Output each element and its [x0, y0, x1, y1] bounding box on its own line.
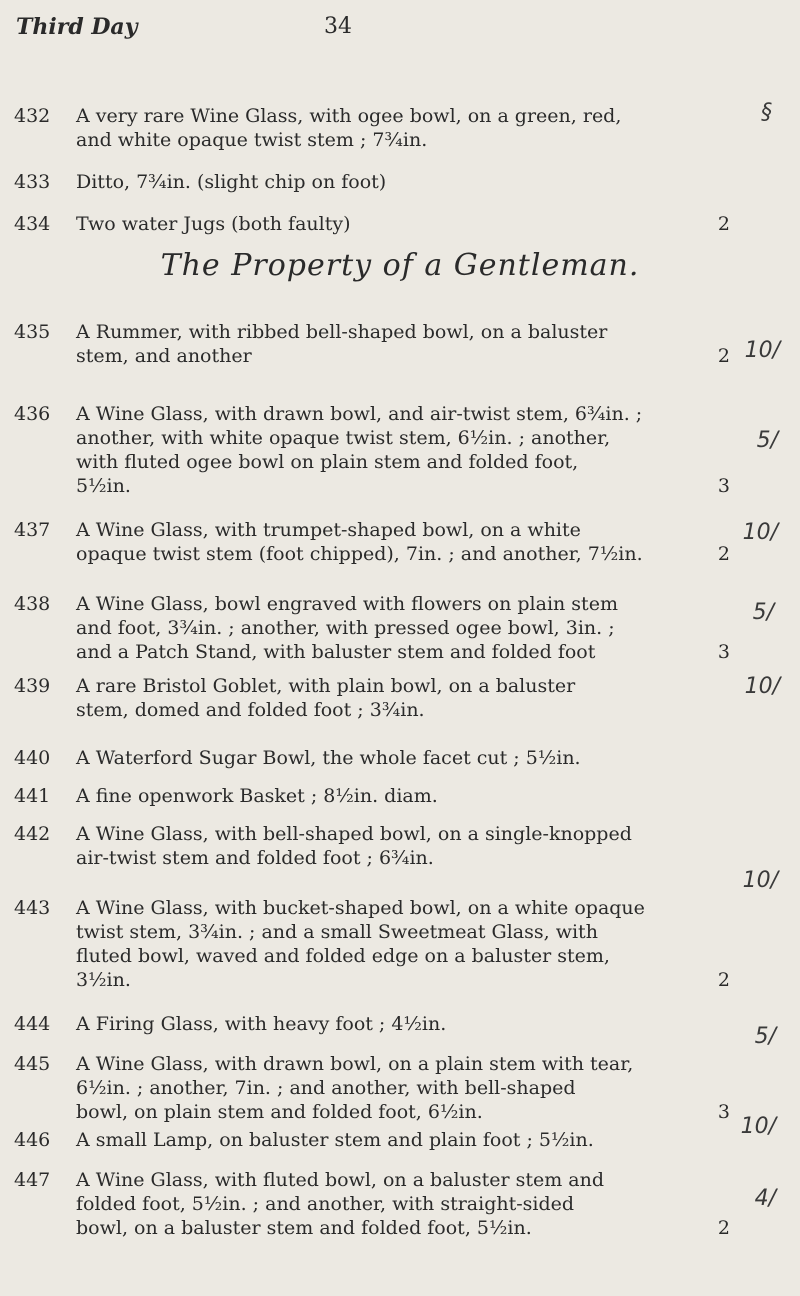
page-number: 34 — [324, 14, 352, 39]
lot-number: 433 — [14, 171, 51, 193]
lot-description — [76, 674, 730, 722]
handwritten-mark: 5/ — [756, 428, 778, 453]
lot-number: 441 — [14, 785, 51, 807]
lot-description-line — [76, 896, 730, 920]
lot-entry — [14, 674, 730, 722]
lot-number: 437 — [14, 519, 51, 541]
lot-description — [76, 592, 730, 664]
lot-description-line — [76, 1168, 730, 1192]
lot-line-text: Two water Jugs (both faulty) — [76, 213, 351, 235]
lot-line-text: A Waterford Sugar Bowl, the whole facet cut ; 5½in. — [76, 747, 581, 769]
lot-line-text: A Wine Glass, with drawn bowl, on a plain stem with tear, — [76, 1053, 634, 1075]
lot-description-line — [76, 784, 730, 808]
lot-description-line — [76, 1128, 730, 1152]
lot-number: 444 — [14, 1013, 51, 1035]
lot-number: 438 — [14, 593, 51, 615]
lot-line-text: A Wine Glass, with fluted bowl, on a baluster stem and — [76, 1169, 605, 1191]
lot-description-line — [76, 450, 730, 474]
lot-description — [76, 104, 730, 152]
lot-description — [76, 320, 730, 368]
lot-line-text: A Wine Glass, with trumpet-shaped bowl, on a white — [76, 519, 581, 541]
lot-description-line — [76, 542, 730, 566]
lot-description-line — [76, 746, 730, 770]
lot-description-line — [76, 674, 730, 698]
lot-line-text: A Firing Glass, with heavy foot ; 4½in. — [76, 1013, 447, 1035]
lot-line-text: A Wine Glass, with bell-shaped bowl, on a single-knopped — [76, 823, 632, 845]
lot-entry — [14, 212, 730, 236]
lot-line-text: stem, domed and folded foot ; 3¾in. — [76, 699, 425, 721]
lot-description-line — [76, 822, 730, 846]
lot-line-text: A Rummer, with ribbed bell-shaped bowl, on a baluster — [76, 321, 608, 343]
lot-line-text: 3½in. — [76, 969, 131, 991]
lot-description-line — [76, 846, 730, 870]
lot-entry — [14, 170, 730, 194]
lot-line-text: air-twist stem and folded foot ; 6¾in. — [76, 847, 434, 869]
lot-line-text: A small Lamp, on baluster stem and plain foot ; 5½in. — [76, 1129, 594, 1151]
lot-quantity: 2 — [717, 345, 730, 367]
lot-number: 443 — [14, 897, 51, 919]
lot-description-line — [76, 1076, 730, 1100]
lot-description — [76, 822, 730, 870]
lot-description-line — [76, 944, 730, 968]
lot-number: 435 — [14, 321, 51, 343]
lot-description-line — [76, 640, 730, 664]
header-day: Third Day — [16, 14, 138, 40]
lot-line-text: 5½in. — [76, 475, 131, 497]
lot-description — [76, 170, 730, 194]
lot-description — [76, 1012, 730, 1036]
lot-description-line — [76, 104, 730, 128]
lot-line-text: twist stem, 3¾in. ; and a small Sweetmeat Glass, with — [76, 921, 598, 943]
lot-number: 445 — [14, 1053, 51, 1075]
lot-line-text: stem, and another — [76, 345, 252, 367]
lot-description — [76, 1052, 730, 1124]
lot-line-text: A Wine Glass, bowl engraved with flowers on plain stem — [76, 593, 618, 615]
lot-description — [76, 518, 730, 566]
lot-description-line — [76, 616, 730, 640]
lot-line-text: 6½in. ; another, 7in. ; and another, with bell-shaped — [76, 1077, 576, 1099]
lot-entry — [14, 1168, 730, 1240]
lot-line-text: A Wine Glass, with drawn bowl, and air-twist stem, 6¾in. ; — [76, 403, 643, 425]
lot-description — [76, 784, 730, 808]
lot-line-text: A rare Bristol Goblet, with plain bowl, on a baluster — [76, 675, 576, 697]
handwritten-mark: 5/ — [754, 1024, 776, 1049]
lot-number: 442 — [14, 823, 51, 845]
lot-description-line — [76, 968, 730, 992]
lot-line-text: Ditto, 7¾in. (slight chip on foot) — [76, 171, 387, 193]
lot-description — [76, 1168, 730, 1240]
lot-quantity: 3 — [717, 641, 730, 663]
lot-description-line — [76, 518, 730, 542]
lot-number: 434 — [14, 213, 51, 235]
handwritten-mark: 10/ — [744, 674, 780, 699]
lot-line-text: A Wine Glass, with bucket-shaped bowl, on a white opaque — [76, 897, 645, 919]
lot-description-line — [76, 170, 730, 194]
handwritten-mark: 4/ — [754, 1186, 776, 1211]
lot-line-text: and a Patch Stand, with baluster stem and folded foot — [76, 641, 596, 663]
lot-description — [76, 212, 730, 236]
lot-description-line — [76, 698, 730, 722]
handwritten-mark: § — [761, 100, 772, 125]
lot-quantity: 2 — [717, 969, 730, 991]
lot-description-line — [76, 1100, 730, 1124]
lot-description — [76, 402, 730, 498]
lot-line-text: A very rare Wine Glass, with ogee bowl, on a green, red, — [76, 105, 622, 127]
lot-line-text: bowl, on plain stem and folded foot, 6½in. — [76, 1101, 483, 1123]
lot-description-line — [76, 128, 730, 152]
lot-description-line — [76, 1216, 730, 1240]
lot-description-line — [76, 402, 730, 426]
lot-entry — [14, 1052, 730, 1124]
lot-line-text: another, with white opaque twist stem, 6½in. ; another, — [76, 427, 611, 449]
lot-entry — [14, 518, 730, 566]
lot-description — [76, 746, 730, 770]
lot-line-text: and white opaque twist stem ; 7¾in. — [76, 129, 428, 151]
lot-line-text: A fine openwork Basket ; 8½in. diam. — [76, 785, 438, 807]
section-title: The Property of a Gentleman. — [160, 248, 640, 283]
lot-description-line — [76, 344, 730, 368]
lot-number: 432 — [14, 105, 51, 127]
lot-number: 436 — [14, 403, 51, 425]
lot-description-line — [76, 592, 730, 616]
lot-line-text: and foot, 3¾in. ; another, with pressed ogee bowl, 3in. ; — [76, 617, 615, 639]
handwritten-margin-notes — [730, 0, 800, 1296]
lot-entry — [14, 402, 730, 498]
lot-line-text: bowl, on a baluster stem and folded foot, 5½in. — [76, 1217, 532, 1239]
handwritten-mark: 10/ — [742, 520, 778, 545]
handwritten-mark: 10/ — [740, 1114, 776, 1139]
lot-number: 439 — [14, 675, 51, 697]
lot-description-line — [76, 1192, 730, 1216]
handwritten-mark: 10/ — [744, 338, 780, 363]
lot-entry — [14, 104, 730, 152]
lot-quantity: 2 — [717, 213, 730, 235]
handwritten-mark: 5/ — [752, 600, 774, 625]
lot-line-text: fluted bowl, waved and folded edge on a baluster stem, — [76, 945, 610, 967]
lot-description — [76, 896, 730, 992]
lot-entry — [14, 1012, 730, 1036]
lot-line-text: opaque twist stem (foot chipped), 7in. ; and another, 7½in. — [76, 543, 643, 565]
lot-number: 440 — [14, 747, 51, 769]
lot-entry — [14, 784, 730, 808]
handwritten-mark: 10/ — [742, 868, 778, 893]
lot-entry — [14, 822, 730, 870]
lot-entry — [14, 1128, 730, 1152]
lot-description — [76, 1128, 730, 1152]
lot-description-line — [76, 212, 730, 236]
lot-quantity: 3 — [717, 475, 730, 497]
lot-entry — [14, 746, 730, 770]
page-header — [16, 14, 760, 44]
lot-quantity: 2 — [717, 543, 730, 565]
lot-description-line — [76, 320, 730, 344]
lot-entry — [14, 896, 730, 992]
lot-description-line — [76, 1052, 730, 1076]
lot-description-line — [76, 920, 730, 944]
lot-line-text: folded foot, 5½in. ; and another, with straight-sided — [76, 1193, 575, 1215]
lot-quantity: 3 — [717, 1101, 730, 1123]
lot-number: 446 — [14, 1129, 51, 1151]
lot-quantity: 2 — [717, 1217, 730, 1239]
lot-entry — [14, 320, 730, 368]
lot-number: 447 — [14, 1169, 51, 1191]
lot-description-line — [76, 1012, 730, 1036]
lot-description-line — [76, 474, 730, 498]
lot-description-line — [76, 426, 730, 450]
lot-entry — [14, 592, 730, 664]
lot-line-text: with fluted ogee bowl on plain stem and folded foot, — [76, 451, 579, 473]
